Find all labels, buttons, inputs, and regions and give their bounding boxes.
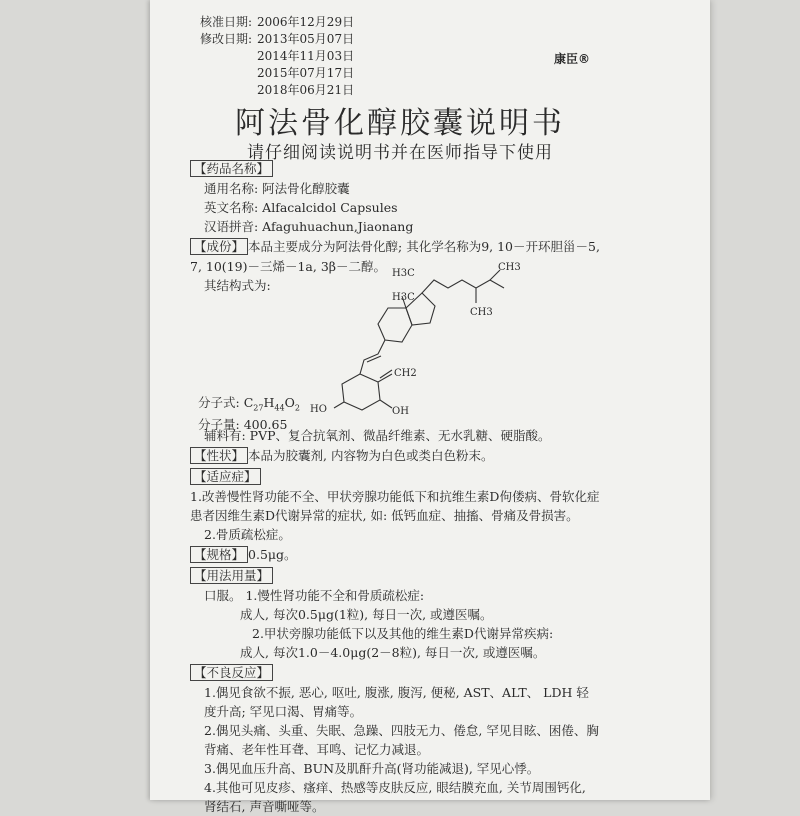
- weight-label: 分子量:: [198, 416, 240, 432]
- structural-formula-diagram: [310, 258, 530, 418]
- revise-date: 2015年07月17日: [257, 66, 355, 80]
- approve-label: 核准日期:: [200, 15, 253, 29]
- mol-label-oh: OH: [392, 406, 409, 417]
- revise-label: 修改日期:: [200, 32, 253, 46]
- properties-heading: 【性状】: [190, 447, 248, 464]
- formula-label: 分子式:: [198, 395, 240, 410]
- composition-heading: 【成份】: [190, 238, 248, 255]
- adverse-heading: 【不良反应】: [190, 664, 273, 681]
- composition-text-2: 7, 10(19)－三烯－1a, 3β－二醇。: [190, 259, 386, 274]
- pinyin-name: 汉语拼音: Afaguhuachun,Jiaonang: [204, 219, 414, 234]
- dosage-line-1: 口服。 1.慢性肾功能不全和骨质疏松症:: [204, 588, 425, 603]
- indication-1b: 患者因维生素D代谢异常的症状, 如: 低钙血症、抽搐、骨痛及骨损害。: [190, 508, 579, 523]
- adverse-2b: 背痛、老年性耳聋、耳鸣、记忆力减退。: [204, 742, 430, 757]
- lower-content: [190, 426, 695, 816]
- indication-2: 2.骨质疏松症。: [204, 527, 291, 542]
- drug-name-heading: 【药品名称】: [190, 160, 273, 177]
- mol-label-ho: HO: [310, 404, 327, 415]
- structure-label: 其结构式为:: [204, 278, 271, 293]
- adverse-2a: 2.偶见头痛、头重、失眠、急躁、四肢无力、倦怠, 罕见目眩、困倦、胸: [204, 723, 599, 738]
- dosage-heading: 【用法用量】: [190, 567, 273, 584]
- dosage-line-2: 成人, 每次0.5μg(1粒), 每日一次, 或遵医嘱。: [240, 607, 493, 622]
- mol-label-ch3-right: CH3: [498, 262, 521, 273]
- excipients: 辅料有: PVP、复合抗氧剂、微晶纤维素、无水乳糖、硬脂酸。: [204, 428, 551, 443]
- adverse-1b: 度升高; 罕见口渴、胃痛等。: [204, 704, 363, 719]
- mol-label-h3c-mid: H3C: [392, 292, 415, 303]
- adverse-4a: 4.其他可见皮疹、瘙痒、热感等皮肤反应, 眼结膜充血, 关节周围钙化,: [204, 780, 586, 795]
- approve-date: 2006年12月29日: [257, 15, 355, 29]
- indication-1a: 1.改善慢性肾功能不全、甲状旁腺功能低下和抗维生素D佝偻病、骨软化症: [190, 489, 600, 504]
- document-subtitle: 请仔细阅读说明书并在医师指导下使用: [247, 143, 553, 163]
- properties-text: 本品为胶囊剂, 内容物为白色或类白色粉末。: [248, 448, 494, 463]
- mol-label-ch2: CH2: [394, 368, 417, 379]
- molecular-weight: 400.65: [243, 416, 288, 432]
- adverse-4b: 肾结石, 声音嘶哑等。: [204, 799, 325, 814]
- mol-label-ch3-bottom: CH3: [470, 307, 493, 318]
- dosage-line-3: 2.甲状旁腺功能低下以及其他的维生素D代谢异常疾病:: [252, 626, 554, 641]
- composition-text-1: 本品主要成分为阿法骨化醇; 其化学名称为9, 10－开环胆甾－5,: [248, 239, 600, 254]
- revise-date: 2014年11月03日: [257, 49, 355, 63]
- revise-date: 2013年05月07日: [257, 32, 355, 46]
- indications-heading: 【适应症】: [190, 468, 261, 485]
- english-name: 英文名称: Alfacalcidol Capsules: [204, 200, 398, 215]
- document-title: 阿法骨化醇胶囊说明书: [235, 106, 565, 141]
- approval-dates: [200, 14, 354, 99]
- adverse-1a: 1.偶见食欲不振, 恶心, 呕吐, 腹涨, 腹泻, 便秘, AST、ALT、 LDH 轻: [204, 685, 589, 700]
- adverse-3: 3.偶见血压升高、BUN及肌酐升高(肾功能减退), 罕见心悸。: [204, 761, 540, 776]
- dosage-line-4: 成人, 每次1.0－4.0μg(2－8粒), 每日一次, 或遵医嘱。: [240, 645, 546, 660]
- revise-date: 2018年06月21日: [257, 83, 355, 97]
- mol-label-h3c-top: H3C: [392, 268, 415, 279]
- molecular-formula: $C_{27}H_{44}O_2$: [243, 395, 300, 413]
- specification-text: 0.5μg。: [248, 547, 297, 562]
- specification-heading: 【规格】: [190, 546, 248, 563]
- brand-logo: 康臣®: [554, 52, 591, 66]
- generic-name: 通用名称: 阿法骨化醇胶囊: [204, 181, 350, 196]
